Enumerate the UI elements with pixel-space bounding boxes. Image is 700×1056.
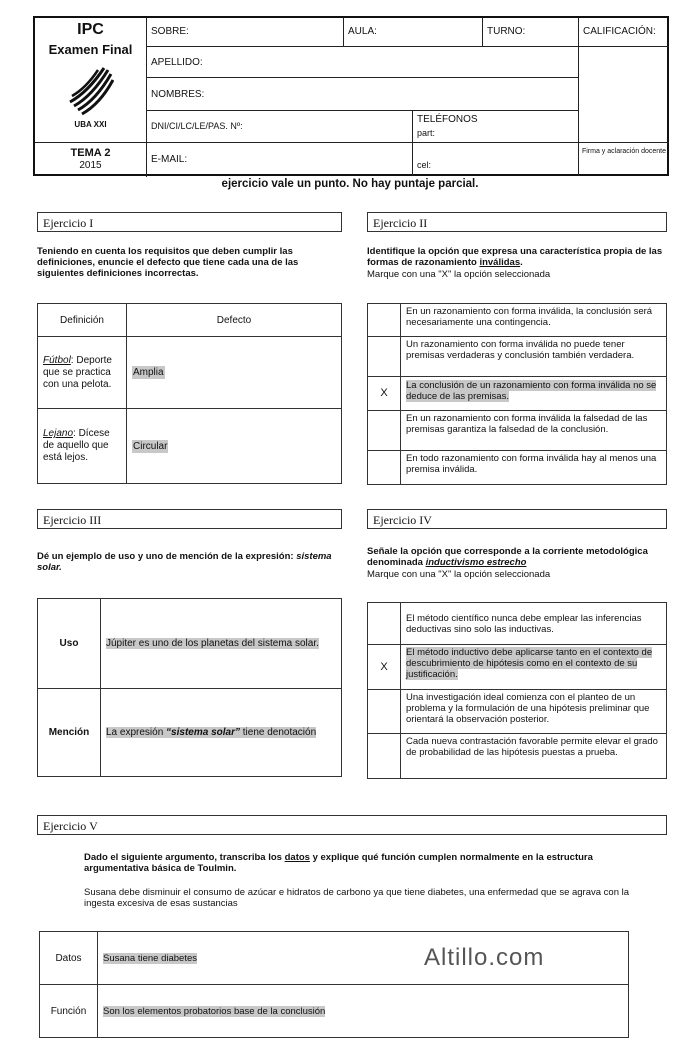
ej3-uso-label: Uso (38, 599, 101, 689)
ej3-uso-answer[interactable]: Júpiter es uno de los planetas del sistema solar. (106, 637, 319, 649)
exam-type: Examen Final (48, 42, 133, 57)
ej3-prompt: Dé un ejemplo de uso y uno de mención de la expresión: sistema solar. (37, 551, 332, 573)
option-mark[interactable] (368, 690, 401, 734)
ej1-col-defecto: Defecto (127, 304, 342, 337)
watermark: Altillo.com (424, 944, 545, 971)
tema-year: 2015 (79, 160, 102, 171)
tema-label: TEMA 2 (70, 147, 111, 159)
table-row (38, 599, 342, 689)
ej3-title: Ejercicio III (37, 509, 342, 529)
field-firma: Firma y aclaración docente (581, 148, 667, 155)
option-text: En un razonamiento con forma inválida, la conclusión será necesariamente una contingencia. (401, 304, 667, 337)
ej1-term: Fútbol (43, 354, 71, 366)
ej5-datos-label: Datos (40, 932, 98, 985)
option-mark[interactable] (368, 603, 401, 645)
ej4-instruction: Marque con una "X" la opción seleccionada (367, 569, 551, 580)
tema-block (35, 142, 147, 177)
option-row[interactable] (368, 377, 667, 411)
option-row[interactable] (368, 734, 667, 779)
uba-logo-icon (68, 66, 114, 116)
field-telefonos: TELÉFONOS (417, 114, 478, 125)
logo-text: UBA XXI (74, 120, 107, 129)
table-row (40, 985, 629, 1038)
table-row (38, 409, 342, 484)
field-dni[interactable]: DNI/CI/LC/LE/PAS. Nº: (151, 121, 243, 131)
ej5-prompt: Dado el siguiente argumento, transcriba los datos y explique qué función cumplen normalmente en la estructura argumentativa básica de Toulmin. (84, 852, 593, 874)
option-row[interactable] (368, 451, 667, 485)
ej2-options-table (367, 303, 667, 485)
ej5-title: Ejercicio V (37, 815, 667, 835)
ej1-table (37, 303, 342, 484)
exam-header (33, 16, 669, 176)
option-mark[interactable]: X (368, 645, 401, 690)
option-mark[interactable] (368, 451, 401, 485)
field-cel[interactable]: cel: (417, 160, 432, 170)
ej4-options-table (367, 602, 667, 779)
option-mark[interactable]: X (368, 377, 401, 411)
ej5-datos-answer[interactable]: Susana tiene diabetes (103, 952, 198, 964)
field-turno[interactable]: TURNO: (487, 26, 526, 37)
ej1-prompt: Teniendo en cuenta los requisitos que deben cumplir las definiciones, enuncie el defecto que tiene cada una de las siguientes definiciones incorrectas. (37, 246, 299, 279)
ej4-prompt: Señale la opción que corresponde a la corriente metodológica denominada inductivismo estrecho (367, 546, 648, 568)
ej1-col-definicion: Definición (38, 304, 127, 337)
field-nombres[interactable]: NOMBRES: (151, 89, 205, 100)
ej2-instruction: Marque con una "X" la opción seleccionada (367, 269, 551, 280)
option-text: La conclusión de un razonamiento con forma inválida no se deduce de las premisas. (406, 380, 657, 402)
option-text: Un razonamiento con forma inválida no puede tener premisas verdaderas y conclusión también verdadera. (401, 337, 667, 377)
option-text: El método científico nunca debe emplear las inferencias deductivas sino solo las inductivas. (401, 603, 667, 645)
ej1-term-def: : Deporte que se practica con una pelota. (43, 354, 112, 390)
field-calificacion[interactable]: CALIFICACIÓN: (583, 26, 656, 37)
table-row (38, 689, 342, 777)
option-row[interactable] (368, 337, 667, 377)
course-name: IPC (77, 21, 104, 38)
option-text: El método inductivo debe aplicarse tanto en el contexto de descubrimiento de hipótesis como en el contexto de su justificación. (406, 647, 653, 680)
field-sobre[interactable]: SOBRE: (151, 26, 189, 37)
option-row[interactable] (368, 690, 667, 734)
ej4-title: Ejercicio IV (367, 509, 667, 529)
notice-text: ejercicio vale un punto. No hay puntaje parcial. (221, 178, 479, 190)
option-mark[interactable] (368, 734, 401, 779)
field-apellido[interactable]: APELLIDO: (151, 57, 203, 68)
ej1-answer[interactable]: Circular (133, 440, 168, 452)
field-part[interactable]: part: (417, 128, 436, 138)
ej5-argument: Susana debe disminuir el consumo de azúcar e hidratos de carbono ya que tiene diabetes, una enfermedad que se agrava con la ingesta excesiva de esas sustancias (84, 887, 630, 909)
option-text: En un razonamiento con forma inválida la falsedad de las premisas garantiza la falsedad de la conclusión. (401, 411, 667, 451)
ej5-funcion-answer[interactable]: Son los elementos probatorios base de la conclusión (103, 1005, 326, 1017)
option-mark[interactable] (368, 337, 401, 377)
header-logo-block (35, 18, 147, 142)
ej2-title: Ejercicio II (367, 212, 667, 232)
option-text: Una investigación ideal comienza con el planteo de un problema y la formulación de una hipótesis preliminar que orientará la observación posterior. (401, 690, 667, 734)
ej1-title: Ejercicio I (37, 212, 342, 232)
option-row[interactable] (368, 411, 667, 451)
ej1-answer[interactable]: Amplia (133, 367, 164, 378)
option-row[interactable] (368, 304, 667, 337)
ej1-term: Lejano (43, 428, 74, 439)
ej3-table (37, 598, 342, 777)
option-text: Cada nueva contrastación favorable permite elevar el grado de probabilidad de las hipótesis puestas a prueba. (401, 734, 667, 779)
option-row[interactable] (368, 645, 667, 690)
ej5-funcion-label: Función (40, 985, 98, 1038)
ej3-mencion-answer[interactable]: La expresión “sistema solar” tiene denotación (106, 727, 317, 738)
field-aula[interactable]: AULA: (348, 26, 377, 37)
table-row (38, 337, 342, 409)
field-email[interactable]: E-MAIL: (151, 154, 188, 165)
ej1-term-def: : Dícese de aquello que está lejos. (43, 428, 110, 463)
option-mark[interactable] (368, 411, 401, 451)
ej2-prompt: Identifique la opción que expresa una característica propia de las formas de razonamiento inválidas. (367, 246, 663, 268)
option-row[interactable] (368, 603, 667, 645)
ej3-mencion-label: Mención (38, 689, 101, 777)
option-text: En todo razonamiento con forma inválida hay al menos una premisa inválida. (401, 451, 667, 485)
option-mark[interactable] (368, 304, 401, 337)
